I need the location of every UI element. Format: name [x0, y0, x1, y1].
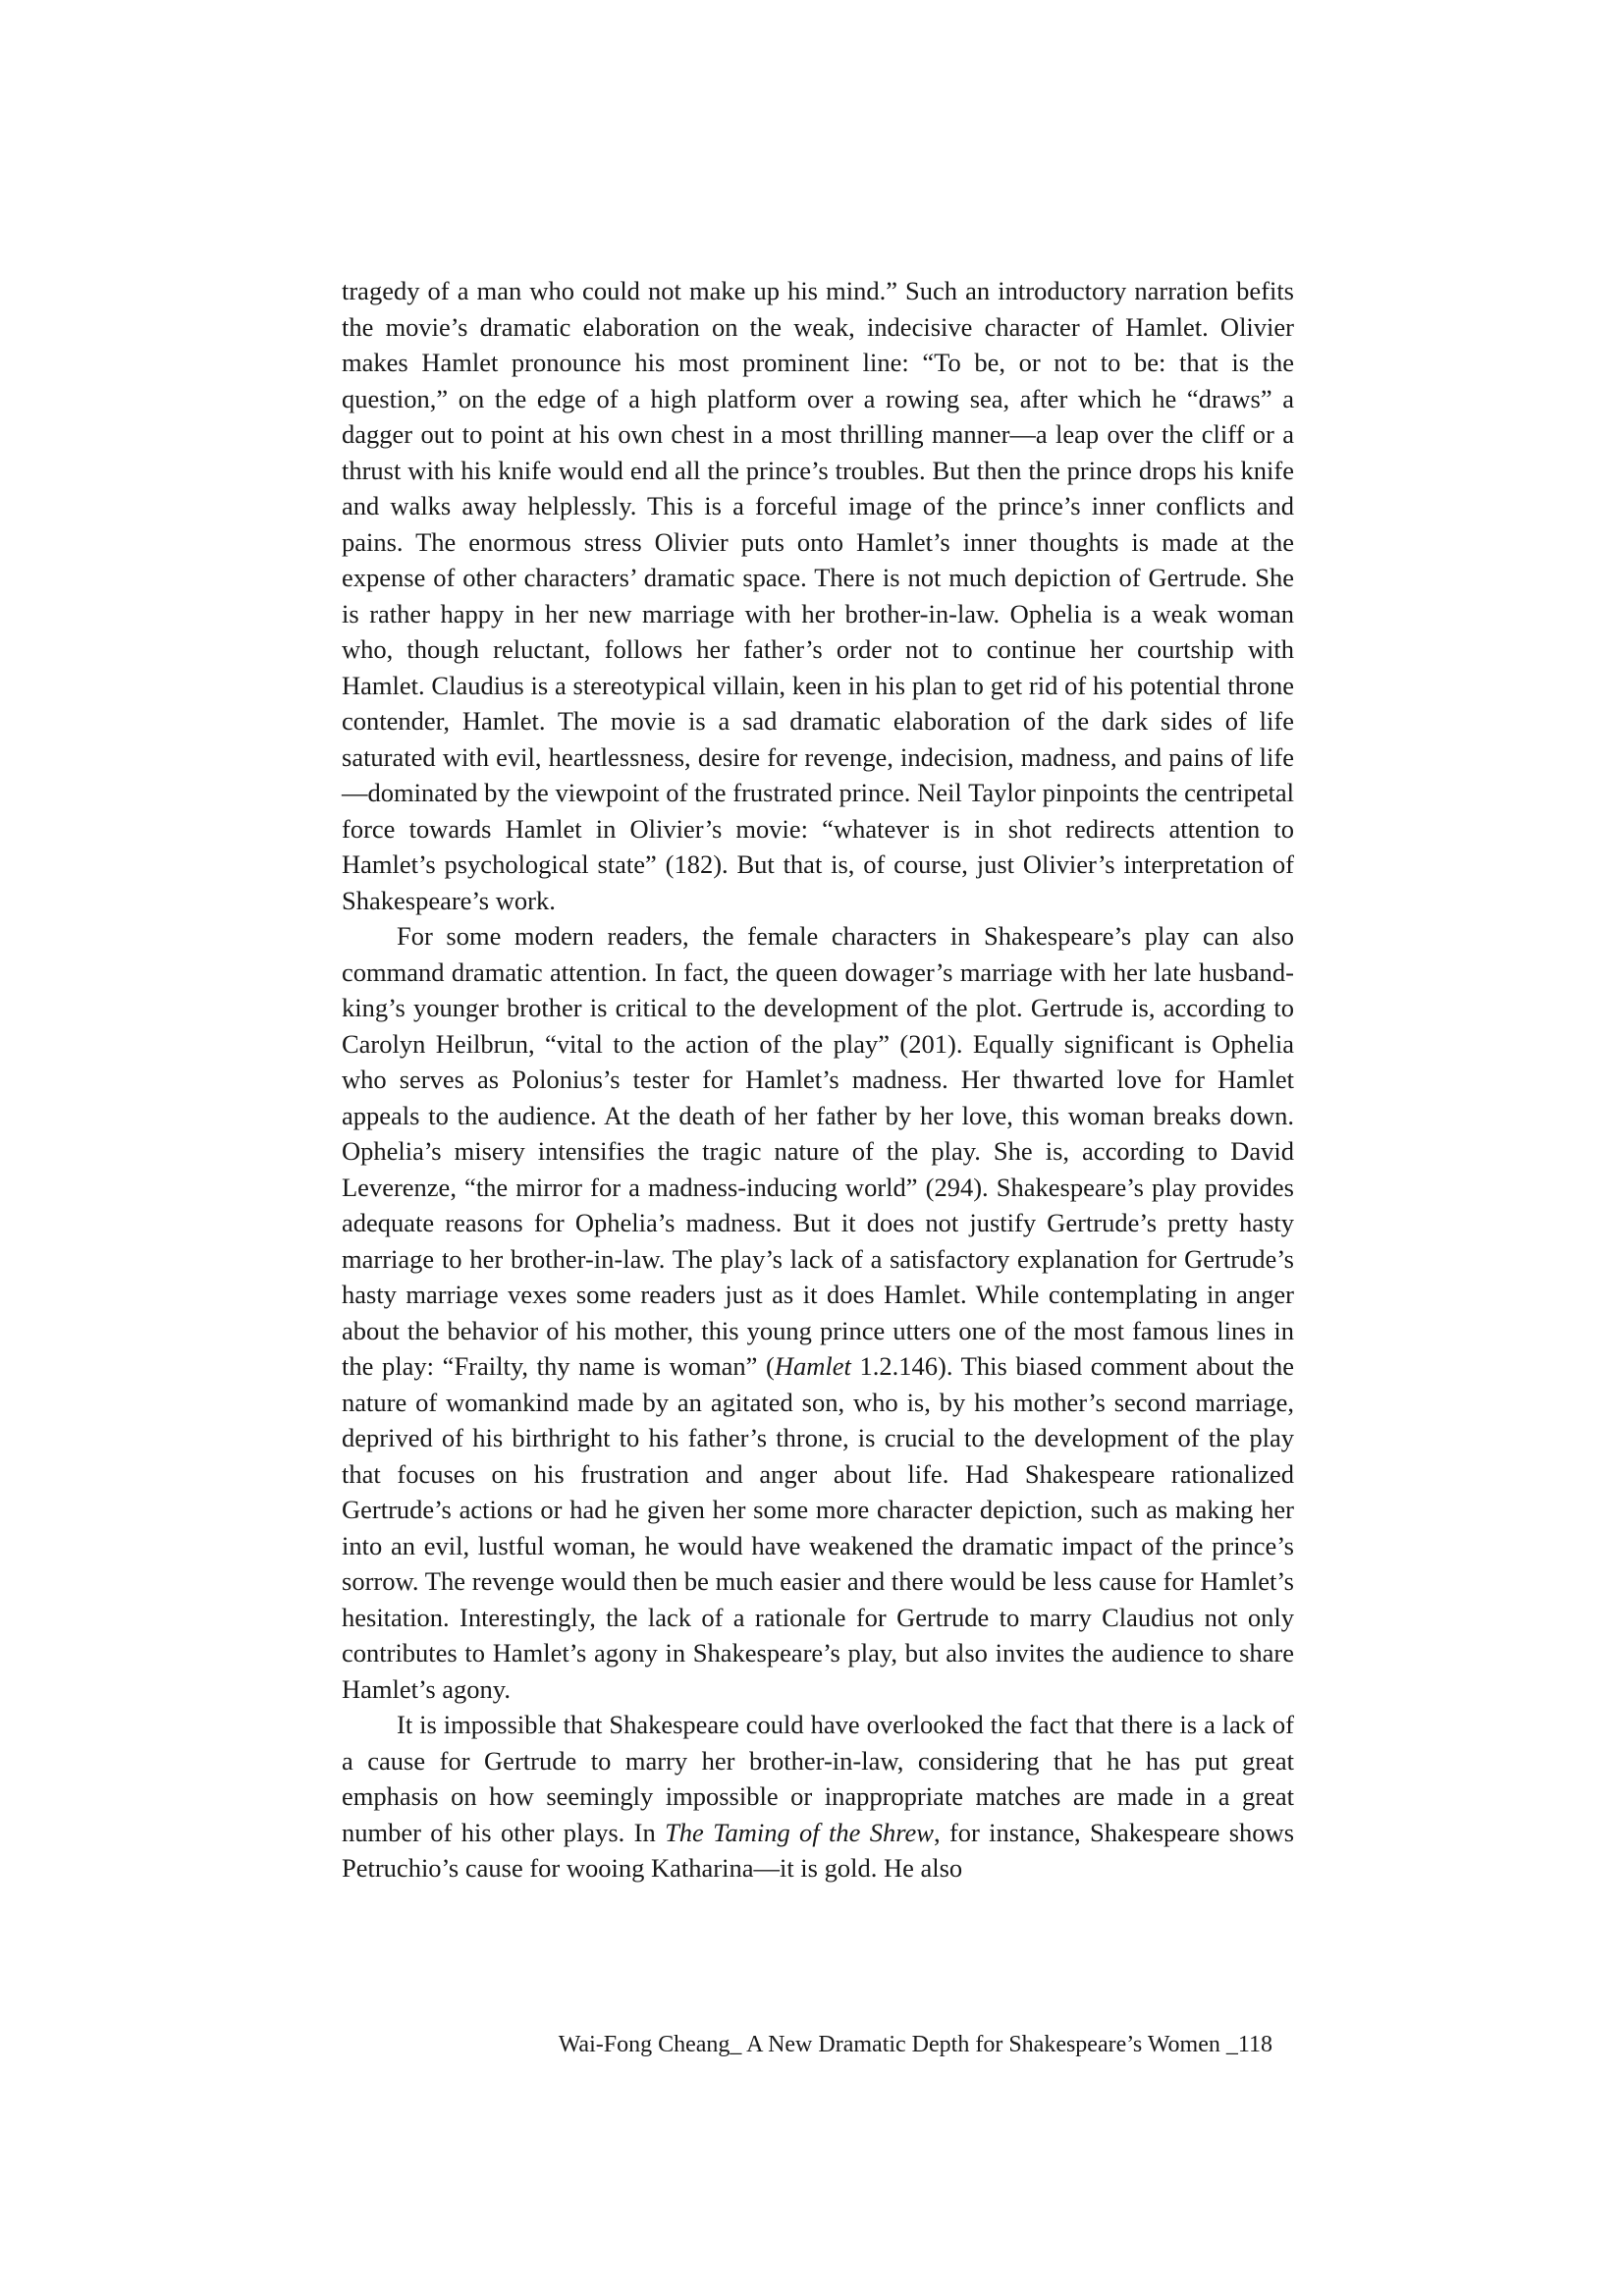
paragraph-1 [342, 273, 1294, 918]
play-title-taming-of-the-shrew: The Taming of the Shrew [665, 1817, 934, 1847]
paragraph-3-text-a: It is impossible that Shakespeare could have overlooked the fact that there is a lack of a cause for Gertrude to marry her brother-in-law, considering that he has put great emphasis on how seemingly impossible or inappropriate matches are made in a great number of his other plays. In [342, 1710, 1294, 1847]
body-text [342, 273, 1294, 1886]
paragraph-3 [342, 1707, 1294, 1886]
running-footer: Wai-Fong Cheang_ A New Dramatic Depth for Shakespeare’s Women _118 [558, 2032, 1272, 2057]
paragraph-1-text: tragedy of a man who could not make up his mind.” Such an introductory narration befits the movie’s dramatic elaboration on the weak, indecisive character of Hamlet. Olivier makes Hamlet pronounce his most prominent line: “To be, or not to be: that is the question,” on the edge of a high platform over a rowing sea, after which he “draws” a dagger out to point at his own chest in a most thrilling manner—a leap over the cliff or a thrust with his knife would end all the prince’s troubles. But then the prince drops his knife and walks away helplessly. This is a forceful image of the prince’s inner conflicts and pains. The enormous stress Olivier puts onto Hamlet’s inner thoughts is made at the expense of other characters’ dramatic space. There is not much depiction of Gertrude. She is rather happy in her new marriage with her brother-in-law. Ophelia is a weak woman who, though reluctant, follows her father’s order not to continue her courtship with Hamlet. Claudius is a stereotypical villain, keen in his plan to get rid of his potential throne contender, Hamlet. The movie is a sad dramatic elaboration of the dark sides of life saturated with evil, heartlessness, desire for revenge, indecision, madness, and pains of life—dominated by the viewpoint of the frustrated prince. Neil Taylor pinpoints the centripetal force towards Hamlet in Olivier’s movie: “whatever is in shot redirects attention to Hamlet’s psychological state” (182). But that is, of course, just Olivier’s interpretation of Shakespeare’s work. [342, 276, 1294, 915]
paragraph-2 [342, 918, 1294, 1707]
paragraph-2-text-b: 1.2.146). This biased comment about the nature of womankind made by an agitated son, who is, by his mother’s second marriage, deprived of his birthright to his father’s throne, is crucial to the development of the play that focuses on his frustration and anger about life. Had Shakespeare rationalized Gertrude’s actions or had he given her some more character depiction, such as making her into an evil, lustful woman, he would have weakened the dramatic impact of the prince’s sorrow. The revenge would then be much easier and there would be less cause for Hamlet’s hesitation. Interestingly, the lack of a rationale for Gertrude to marry Claudius not only contributes to Hamlet’s agony in Shakespeare’s play, but also invites the audience to share Hamlet’s agony. [342, 1351, 1294, 1704]
paragraph-2-text-a: For some modern readers, the female characters in Shakespeare’s play can also command dramatic attention. In fact, the queen dowager’s marriage with her late husband-king’s younger brother is critical to the development of the plot. Gertrude is, according to Carolyn Heilbrun, “vital to the action of the play” (201). Equally significant is Ophelia who serves as Polonius’s tester for Hamlet’s madness. Her thwarted love for Hamlet appeals to the audience. At the death of her father by her love, this woman breaks down. Ophelia’s misery intensifies the tragic nature of the play. She is, according to David Leverenze, “the mirror for a madness-inducing world” (294). Shakespeare’s play provides adequate reasons for Ophelia’s madness. But it does not justify Gertrude’s pretty hasty marriage to her brother-in-law. The play’s lack of a satisfactory explanation for Gertrude’s hasty marriage vexes some readers just as it does Hamlet. While contemplating in anger about the behavior of his mother, this young prince utters one of the most famous lines in the play: “Frailty, thy name is woman” ( [342, 921, 1294, 1381]
paragraph-3-text-b: , for instance, Shakespeare shows Petruchio’s cause for wooing Katharina—it is gold. He also [342, 1817, 1295, 1883]
play-title-hamlet: Hamlet [774, 1351, 851, 1381]
